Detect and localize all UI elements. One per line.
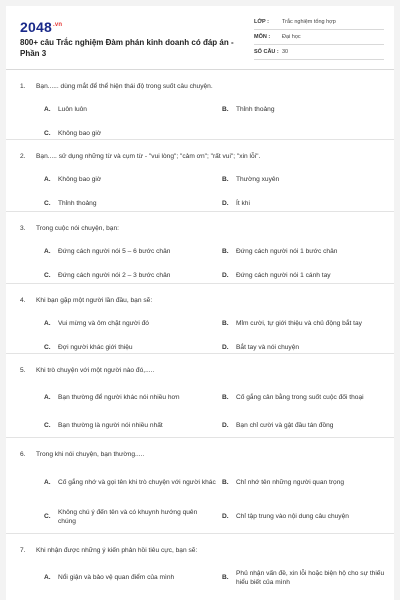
- answer-option[interactable]: [222, 414, 394, 438]
- answer-option[interactable]: [222, 562, 394, 594]
- answer-option[interactable]: [44, 466, 222, 500]
- option-letter: A.: [44, 394, 51, 402]
- option-text: Phủ nhận vấn đề, xin lỗi hoặc biện hộ cho sự thiếu hiểu biết của mình: [236, 569, 385, 586]
- option-text: Mỉm cười, tự giới thiệu và chủ động bắt tay: [236, 320, 362, 328]
- option-letter: A.: [44, 479, 51, 487]
- option-letter: C.: [44, 130, 51, 138]
- meta-class-row: [254, 15, 384, 30]
- answer-option[interactable]: [44, 122, 222, 146]
- answer-option[interactable]: [44, 264, 222, 288]
- option-text: Luôn luôn: [58, 106, 87, 114]
- option-letter: B.: [222, 106, 229, 114]
- option-text: Đứng cách người nói 5 – 6 bước chân: [58, 248, 171, 256]
- option-letter: B.: [222, 479, 229, 487]
- worksheet-page: [6, 6, 394, 600]
- option-text: Cố gắng nhớ và gọi tên khi trò chuyện với người khác: [58, 479, 216, 487]
- question-item: [6, 438, 394, 534]
- option-letter: B.: [222, 176, 229, 184]
- question-text: Khi bạn gặp một người lần đầu, bạn sẽ:: [36, 296, 153, 304]
- option-letter: C.: [44, 422, 51, 430]
- meta-info: [254, 15, 384, 60]
- option-text: Chỉ nhớ tên những người quan trọng: [236, 479, 345, 487]
- answer-option[interactable]: [44, 312, 222, 336]
- option-letter: A.: [44, 320, 51, 328]
- question-list: [6, 70, 394, 600]
- option-text: Đợi người khác giới thiệu: [58, 344, 133, 352]
- answer-option[interactable]: [222, 336, 394, 360]
- answer-option[interactable]: [222, 264, 394, 288]
- meta-value: Đại học: [282, 34, 301, 40]
- answer-option[interactable]: [44, 414, 222, 438]
- question-number: 5.: [20, 366, 26, 374]
- answer-option[interactable]: [222, 500, 394, 534]
- answer-option[interactable]: [44, 168, 222, 192]
- question-item: [6, 354, 394, 438]
- option-letter: B.: [222, 394, 229, 402]
- answer-option[interactable]: [222, 168, 394, 192]
- question-number: 4.: [20, 296, 26, 304]
- option-text: Chỉ tập trung vào nội dung câu chuyện: [236, 513, 349, 521]
- question-item: [6, 284, 394, 354]
- question-item: [6, 534, 394, 600]
- question-text: Trong cuộc nói chuyện, bạn:: [36, 224, 119, 232]
- option-letter: A.: [44, 106, 51, 114]
- meta-key: SỐ CÂU :: [254, 49, 279, 55]
- option-letter: B.: [222, 248, 229, 256]
- option-letter: C.: [44, 200, 51, 208]
- answer-option[interactable]: [222, 312, 394, 336]
- site-logo[interactable]: $2048^{.vn}$: [20, 19, 63, 35]
- answer-option[interactable]: [44, 240, 222, 264]
- meta-key: MÔN :: [254, 34, 271, 40]
- option-text: Đứng cách người nói 1 bước chân: [236, 248, 338, 256]
- option-text: Cố gắng cân bằng trong suốt cuộc đối thoại: [236, 394, 364, 402]
- option-text: Bạn thường để người khác nói nhiều hơn: [58, 394, 180, 402]
- question-item: [6, 70, 394, 140]
- option-text: Thỉnh thoảng: [236, 106, 275, 114]
- meta-value: Trắc nghiệm tổng hợp: [282, 19, 336, 25]
- option-text: Không bao giờ: [58, 130, 102, 138]
- meta-value: 30: [282, 49, 289, 55]
- meta-count-row: [254, 45, 384, 60]
- question-number: 3.: [20, 224, 26, 232]
- option-letter: D.: [222, 344, 229, 352]
- question-item: [6, 212, 394, 284]
- option-letter: C.: [44, 344, 51, 352]
- question-text: Bạn..... sử dụng những từ và cụm từ - "vui lòng"; "cảm ơn"; "rất vui"; "xin lỗi".: [36, 152, 261, 160]
- option-text: Bạn thường là người nói nhiều nhất: [58, 422, 163, 430]
- answer-option[interactable]: [44, 98, 222, 122]
- option-letter: B.: [222, 320, 229, 328]
- page-title: 800+ câu Trắc nghiệm Đàm phán kinh doanh có đáp án - Phần 3: [20, 38, 234, 58]
- option-text: Thỉnh thoảng: [58, 200, 97, 208]
- option-text: Đứng cách người nói 1 cánh tay: [236, 272, 331, 280]
- option-text: Không bao giờ: [58, 176, 102, 184]
- question-number: 7.: [20, 546, 26, 554]
- question-text: Khi nhận được những ý kiến phản hồi tiêu cực, bạn sẽ:: [36, 546, 198, 554]
- option-letter: A.: [44, 574, 51, 582]
- option-text: Vui mừng và ôm chặt người đó: [58, 320, 149, 328]
- question-number: 1.: [20, 82, 26, 90]
- option-text: Nổi giận và bảo vệ quan điểm của mình: [58, 574, 175, 582]
- answer-option[interactable]: [222, 466, 394, 500]
- question-number: 2.: [20, 152, 26, 160]
- option-letter: A.: [44, 176, 51, 184]
- question-text: Trong khi nói chuyện, bạn thường.....: [36, 450, 145, 458]
- option-letter: C.: [44, 272, 51, 280]
- meta-subject-row: [254, 30, 384, 45]
- option-letter: A.: [44, 248, 51, 256]
- option-letter: D.: [222, 200, 229, 208]
- option-letter: C.: [44, 513, 51, 521]
- answer-option[interactable]: [44, 192, 222, 216]
- meta-key: LỚP :: [254, 19, 269, 25]
- worksheet-header: [6, 6, 394, 70]
- question-item: [6, 140, 394, 212]
- option-letter: B.: [222, 574, 229, 582]
- answer-option[interactable]: [44, 382, 222, 414]
- answer-option[interactable]: [44, 336, 222, 360]
- option-text: Bắt tay và nói chuyện: [236, 344, 300, 352]
- answer-option[interactable]: [44, 562, 222, 594]
- option-text: Đứng cách người nói 2 – 3 bước chân: [58, 272, 171, 280]
- option-letter: D.: [222, 272, 229, 280]
- answer-option[interactable]: [222, 382, 394, 414]
- question-text: Bạn...... dùng mắt để thể hiện thái độ trong suốt câu chuyện.: [36, 82, 213, 90]
- question-number: 6.: [20, 450, 26, 458]
- option-letter: D.: [222, 422, 229, 430]
- option-letter: D.: [222, 513, 229, 521]
- answer-option[interactable]: [222, 240, 394, 264]
- option-text: Bạn chỉ cười và gật đầu tán đồng: [236, 422, 334, 430]
- option-text: Ít khi: [236, 200, 250, 208]
- answer-option[interactable]: [44, 500, 222, 534]
- question-text: Khi trò chuyện với một người nào đó,.....: [36, 366, 155, 374]
- answer-option[interactable]: [222, 98, 394, 122]
- option-text: Thường xuyên: [236, 176, 280, 184]
- answer-option[interactable]: [222, 192, 394, 216]
- option-text: Không chú ý đến tên và có khuynh hướng quên chúng: [58, 508, 198, 525]
